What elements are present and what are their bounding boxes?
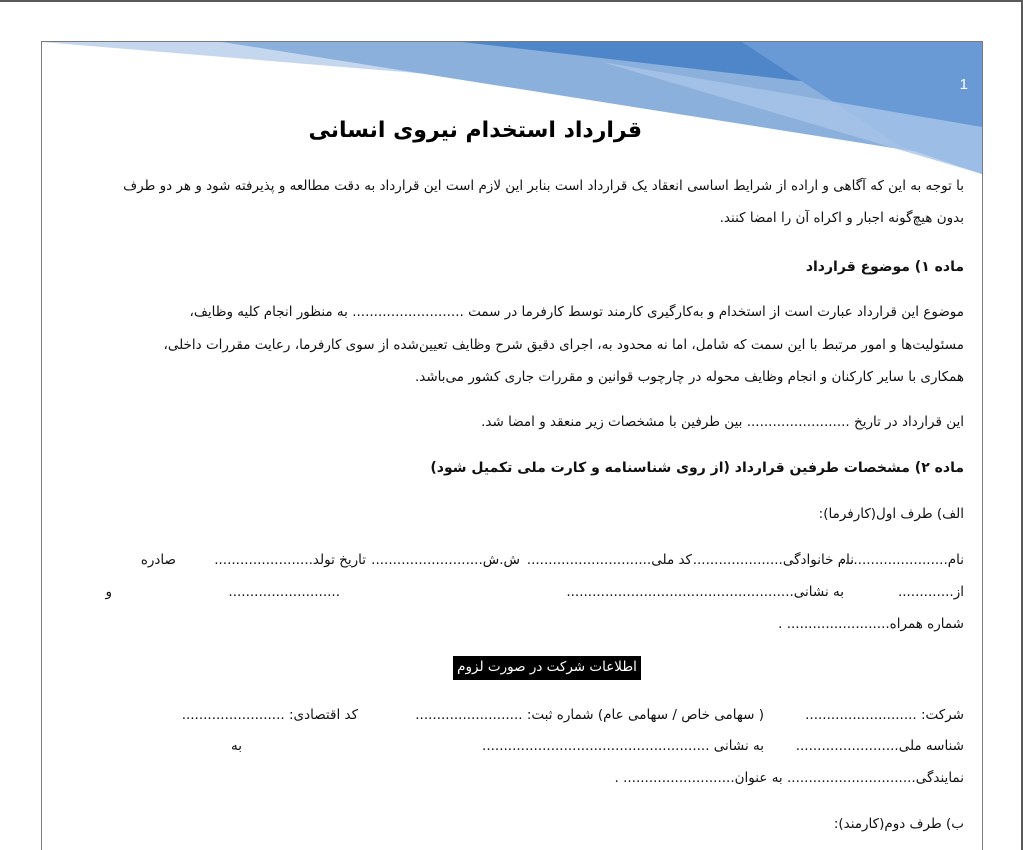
intro-line-1: با توجه به این که آگاهی و اراده از شرایط اساسی انعقاد یک قرارداد است بنابر این لازم است این قرارداد به دقت مطالعه و پذیرفته شود و هر دو طرف — [123, 178, 964, 194]
viewer-frame-top — [0, 0, 1023, 2]
article1-line-1: موضوع این قرارداد عبارت است از استخدام و به‌کارگیری کارمند توسط کارفرما در سمت .......................... به منظور انجام کلیه وظایف، — [189, 304, 964, 320]
mobile-field: شماره همراه........................ . — [778, 616, 964, 632]
document-content — [70, 42, 964, 850]
party2-label: ب) طرف دوم(کارمند): — [833, 816, 964, 832]
article1-heading: ماده ۱) موضوع قرارداد — [805, 259, 964, 275]
party1-row-2 — [70, 584, 964, 604]
and-text: و — [105, 584, 112, 600]
issued-from-field: از............. — [897, 584, 964, 600]
article1-date-line: این قرارداد در تاریخ ........................ بین طرفین با مشخصات زیر منعقد و امضا شد. — [481, 414, 964, 430]
company-type-field: ( سهامی خاص / سهامی عام) شماره ثبت: ......................... — [415, 707, 764, 723]
document-page — [41, 41, 983, 850]
article1-line-2: مسئولیت‌ها و امور مرتبط با این سمت که شامل، اما نه محدود به، اجرای دقیق شرح وظایف تعیین‌شده از سوی کارفرما، رعایت مقررات داخلی، — [163, 337, 964, 353]
company-national-id-field: شناسه ملی........................ — [795, 738, 964, 754]
national-code-field: کد ملی............................. — [526, 552, 692, 568]
representative-field: نمایندگی.............................. به عنوان.......................... . — [614, 770, 964, 786]
article1-line-3: همکاری با سایر کارکنان و انجام وظایف محوله در چارچوب قوانین و مقررات جاری کشور می‌باشد. — [414, 369, 964, 385]
address-field: به نشانی..................................................... — [566, 584, 844, 600]
id-number-field: ش.ش.......................... — [371, 552, 520, 568]
name-field: نام......................... — [840, 552, 964, 568]
company-row-2 — [70, 738, 964, 758]
issued-field: صادره — [140, 552, 176, 568]
company-name-field: شرکت: .......................... — [805, 707, 964, 723]
party1-row-1 — [70, 552, 964, 572]
page-number: 1 — [959, 76, 968, 93]
birth-date-field: تاریخ تولد....................... — [214, 552, 366, 568]
intro-line-2: بدون هیچ‌گونه اجبار و اکراه آن را امضا کنند. — [719, 210, 964, 226]
company-info-badge: اطلاعات شرکت در صورت لزوم — [453, 656, 641, 680]
address-extra-field: .......................... — [228, 584, 340, 600]
economic-code-field: کد اقتصادی: ........................ — [181, 707, 358, 723]
company-address-field: به نشانی ..................................................... — [482, 738, 764, 754]
party1-label: الف) طرف اول(کارفرما): — [818, 506, 964, 522]
family-name-field: نام خانوادگی..................... — [692, 552, 854, 568]
article2-heading: ماده ۲) مشخصات طرفین قرارداد (از روی شناسنامه و کارت ملی تکمیل شود) — [430, 460, 964, 476]
company-row-1 — [70, 707, 964, 727]
company-to-text: به — [231, 738, 242, 754]
company-badge-wrap — [70, 656, 964, 680]
document-title: قرارداد استخدام نیروی انسانی — [308, 118, 642, 143]
